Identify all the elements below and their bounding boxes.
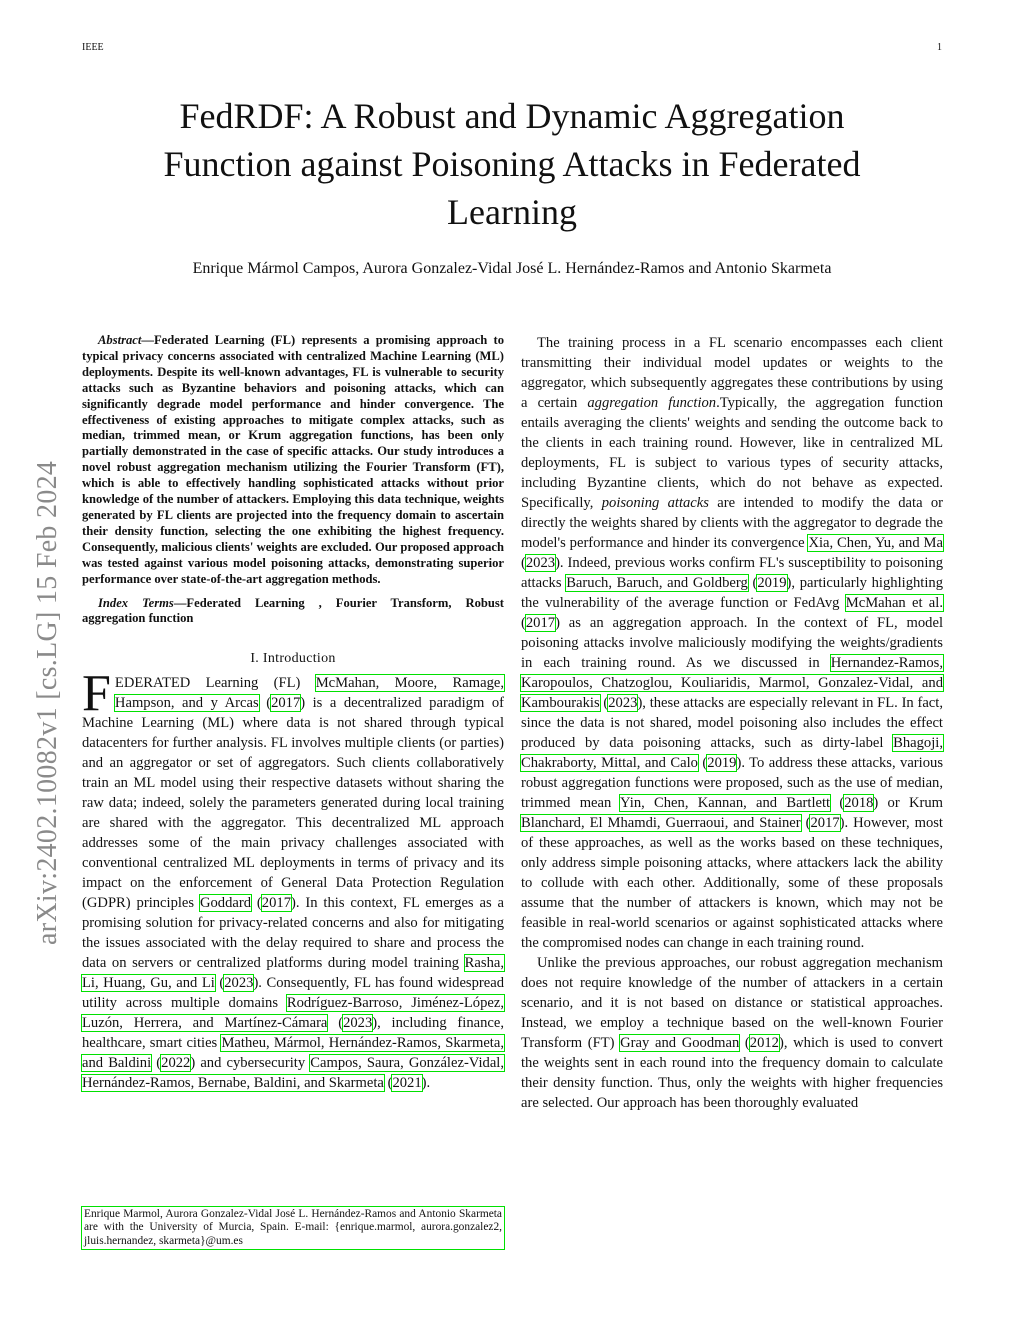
emphasis-term: aggregation function (587, 395, 717, 411)
citation-year-link[interactable]: 2021 (392, 1075, 422, 1092)
citation-link[interactable]: Hernandez-Ramos, Karopoulos, Chatzoglou, Kouliaridis, Marmol, Gonzalez-Vidal, and Kambourakis (521, 655, 943, 711)
running-header: IEEE (82, 42, 104, 53)
text-run: ), these attacks are especially relevant in FL. In fact, since the data is not shared, model poisoning also includes the effect produced by data poisoning attacks, such as dirty-label (521, 695, 943, 751)
drop-cap: F (82, 665, 111, 723)
text-run: ( (521, 555, 526, 571)
text-run: ( (151, 1055, 162, 1072)
citation-link[interactable]: Rodríguez-Barroso, Jiménez-López, Luzón, Herrera, and Martínez-Cámara (82, 995, 505, 1032)
text-run: ( (739, 1035, 750, 1051)
title-block (150, 92, 874, 278)
left-column (82, 333, 504, 1093)
index-terms (82, 596, 504, 628)
text-run: ) and cybersecurity (190, 1055, 311, 1072)
citation-link[interactable]: Yin, Chen, Kannan, and Bartlett (620, 795, 831, 811)
author-affiliation-footnote (82, 1207, 504, 1249)
paragraph-training-process (521, 333, 943, 953)
text-run: ). Consequently, FL has found widespread utility across multiple domains (82, 975, 505, 1012)
citation-year-link[interactable]: 2022 (161, 1055, 191, 1072)
text-run: ), which is used to convert the weights sent in each round into the frequency domain to calculate their density function. Thus, only the weights with higher frequencies are selected. Our approach has been thoroughly evaluated (521, 1035, 943, 1111)
text-run: ( (747, 575, 758, 591)
citation-link[interactable]: Blanchard, El Mhamdi, Guerraoui, and Stainer (521, 815, 801, 831)
citation-link[interactable]: Campos, Saura, González-Vidal, Hernández-Ramos, Bernabe, Baldini, and Skarmeta (82, 1055, 505, 1092)
text-run: ( (697, 755, 708, 771)
right-column (521, 333, 943, 1113)
abstract-label: Abstract (98, 333, 142, 347)
text-run: ( (258, 695, 272, 712)
text-run: EDERATED Learning (FL) (114, 675, 316, 692)
text-run: .Typically, the aggregation function entails averaging the clients' weights and sending the outcome back to the clients in each training round. However, like in centralized ML deployments, FL is subject to various types of security attacks, including Byzantine clients, which do not behave as expected. Specifically, (521, 395, 943, 511)
citation-link[interactable]: McMahan, Moore, Ramage, Hampson, and y Arcas (114, 675, 504, 712)
text-run: ). However, most of these approaches, as well as the works based on these techniques, only address simple poisoning attacks, where attackers lack the ability to collude with each other. Additionally, some of these proposals assume that the number of attackers is known, which may not be feasible in real-world scenarios or against sophisticated attacks where the compromised nodes can change in each training round. (521, 815, 943, 951)
paragraph-our-approach (521, 953, 943, 1113)
text-run: are intended to modify the data or directly the weights shared by clients with the aggregator to degrade the model's performance and hinder its convergence (521, 495, 944, 551)
text-run: The training process in a FL scenario encompasses each client transmitting their individual model updates or weights to the aggregator, which subsequently aggregates these contributions by using a certain (521, 335, 943, 411)
citation-year-link[interactable]: 2017 (525, 615, 556, 631)
citation-year-link[interactable]: 2018 (844, 795, 874, 811)
citation-year-link[interactable]: 2019 (757, 575, 787, 591)
intro-paragraph (82, 665, 505, 1093)
emphasis-term: poisoning attacks (601, 495, 709, 511)
text-run: ) as an aggregation approach. In the context of FL, model poisoning attacks involve maliciously modifying the weights/gradients in each training round. As we discussed in (521, 615, 943, 671)
citation-link[interactable]: Goddard (199, 895, 252, 912)
citation-link[interactable]: Xia, Chen, Yu, and Ma (808, 535, 943, 551)
citation-link[interactable]: Gray and Goodman (620, 1035, 740, 1051)
author-list: Enrique Mármol Campos, Aurora Gonzalez-Vidal José L. Hernández-Ramos and Antonio Skarmeta (192, 260, 832, 277)
text-run: ), including finance, healthcare, smart cities (82, 1015, 505, 1052)
text-run: ( (251, 895, 262, 912)
citation-link[interactable]: Baruch, Baruch, and Goldberg (566, 575, 748, 591)
text-run: ( (327, 1015, 344, 1032)
citation-year-link[interactable]: 2023 (224, 975, 254, 992)
index-terms-label: Index Terms (98, 595, 174, 610)
text-run: ). To address these attacks, various robust aggregation functions were proposed, such as the use of median, trimmed mean (521, 755, 943, 811)
text-run: ) is a decentralized paradigm of Machine Learning (ML) where data is not shared through typical datacenters for further analysis. FL involves multiple clients (or parties) and an aggregator or set of aggregators. Such clients collaboratively train an ML model using their respective datasets without sharing the raw data; indeed, solely the parameters generated during local training are shared with the aggregator. This decentralized ML approach addresses some of the main privacy challenges associated with conventional centralized ML deployments in terms of privacy and its impact on the enforcement of General Data Protection Regulation (GDPR) principles (82, 695, 504, 912)
text-run: Unlike the previous approaches, our robust aggregation mechanism does not require knowledge of the number of attackers in a certain scenario, and it is not based on distance or statistical approaches. Instead, we employ a technique based on the well-known Fourier Transform (FT) (521, 955, 943, 1051)
text-run: ( (214, 975, 225, 992)
text-run: ( (830, 795, 845, 811)
abstract (82, 333, 504, 588)
text-run: ), particularly highlighting the vulnerability of the average function or FedAvg (521, 575, 943, 611)
citation-year-link[interactable]: 2023 (343, 1015, 373, 1032)
citation-link[interactable]: Matheu, Mármol, Hernández-Ramos, Skarmeta, and Baldini (82, 1035, 504, 1072)
citation-link[interactable]: Bhagoji, Chakraborty, Mittal, and Calo (521, 735, 943, 771)
text-run: ). In this context, FL emerges as a promising solution for privacy-related concerns and also for mitigating the issues associated with the delay required to share and process the data on servers or centralized platforms during model training (82, 895, 504, 972)
paper-title: FedRDF: A Robust and Dynamic Aggregation Function against Poisoning Attacks in Federated Learning (163, 96, 861, 232)
section-heading-introduction: I. Introduction (250, 651, 336, 667)
text-run: ( (800, 815, 811, 831)
text-run: ( (383, 1075, 393, 1092)
text-run: ). Indeed, previous works confirm FL's susceptibility to poisoning attacks (521, 555, 943, 591)
text-run: ( (599, 695, 609, 711)
text-run: ). (421, 1075, 431, 1092)
citation-link[interactable]: McMahan et al. (845, 595, 943, 611)
citation-year-link[interactable]: 2019 (707, 755, 737, 771)
page-number: 1 (937, 42, 942, 53)
footnote-email-link[interactable]: Enrique Marmol, Aurora Gonzalez-Vidal José L. Hernández-Ramos and Antonio Skarmeta are with the University of Murcia, Spain. E-mail: {enrique.marmol, aurora.gonzalez2, jluis.hernandez, skarmeta}@um.es (82, 1207, 504, 1249)
citation-year-link[interactable]: 2017 (271, 695, 301, 712)
citation-year-link[interactable]: 2023 (608, 695, 638, 711)
citation-link[interactable]: Rasha, Li, Huang, Gu, and Li (82, 955, 504, 992)
text-run: ) or Krum (873, 795, 943, 811)
text-run: ( (521, 615, 526, 631)
abstract-text: —Federated Learning (FL) represents a promising approach to typical privacy concerns associated with centralized Machine Learning (ML) deployments. Despite its well-known advantages, FL is vulnerable to security attacks such as Byzantine behaviors and poisoning attacks, which can significantly degrade model performance and hinder convergence. The effectiveness of existing approaches to mitigate complex attacks, such as median, trimmed mean, or Krum aggregation functions, has been only partially demonstrated in the case of specific attacks. Our study introduces a novel robust aggregation mechanism utilizing the Fourier Transform (FT), which is able to effectively handling sophisticated attacks without prior knowledge of the number of attackers. Employing this data technique, weights generated by FL clients are projected into the frequency domain to ascertain their density function, selecting the one exhibiting the highest frequency. Consequently, malicious clients' weights are excluded. Our proposed approach was tested against various model poisoning attacks, demonstrating superior performance over state-of-the-art aggregation methods. (82, 333, 504, 586)
citation-year-link[interactable]: 2017 (810, 815, 840, 831)
arxiv-identifier-stamp: arXiv:2402.10082v1 [cs.LG] 15 Feb 2024 (32, 460, 63, 945)
citation-year-link[interactable]: 2023 (525, 555, 556, 571)
citation-year-link[interactable]: 2012 (749, 1035, 779, 1051)
citation-year-link[interactable]: 2017 (261, 895, 291, 912)
index-terms-text: —Federated Learning , Fourier Transform, Robust aggregation function (82, 595, 504, 626)
